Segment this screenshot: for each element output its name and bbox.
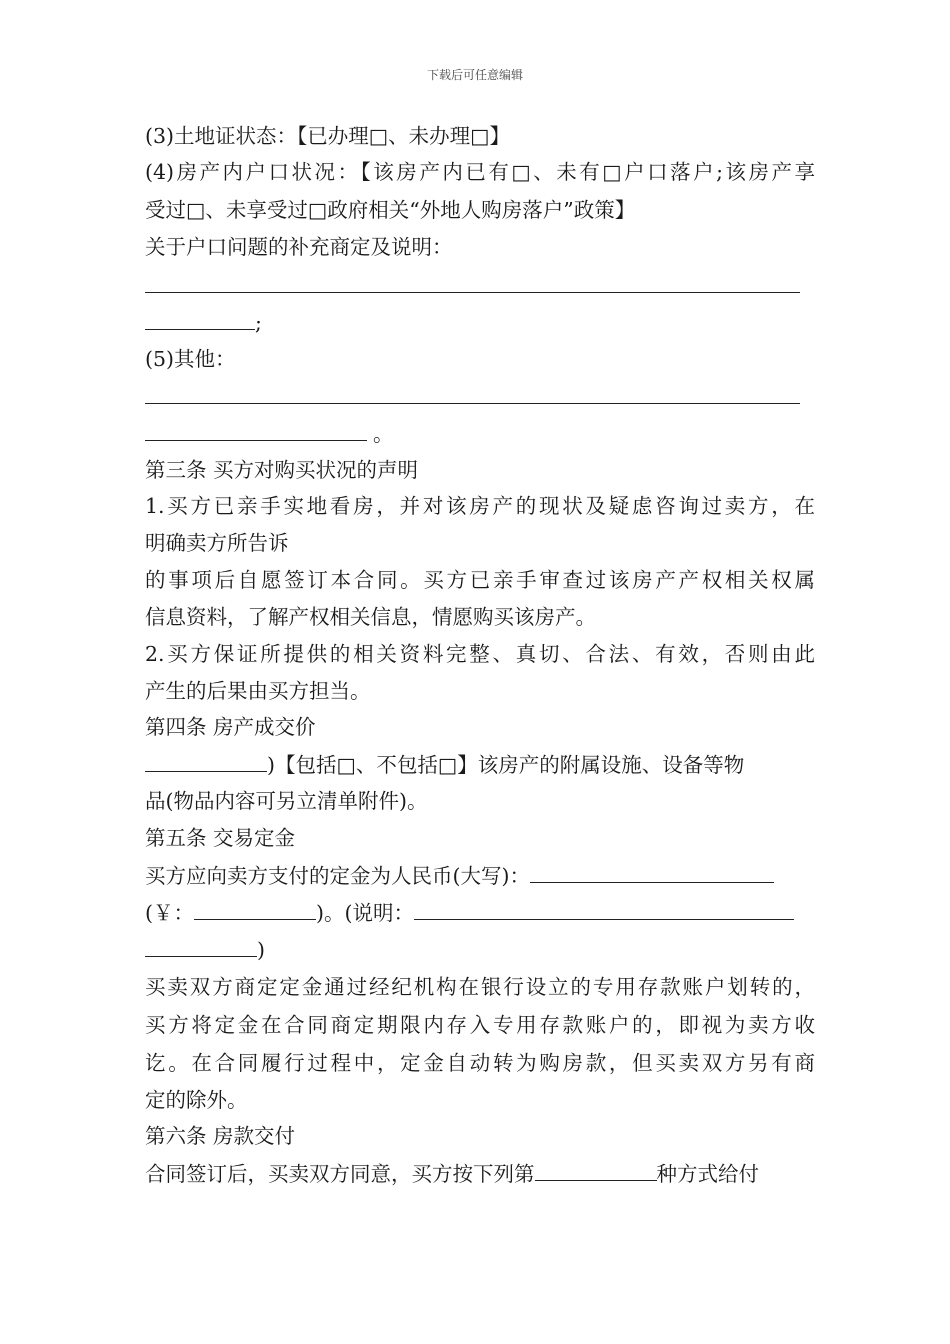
deposit-amount-line: 买方应向卖方支付的定金为人民币(大写)： [145, 860, 815, 891]
article-4-price-line2: 品(物品内容可另立清单附件)。 [145, 789, 428, 813]
article-3-item1-line2: 明确卖方所告诉 [145, 531, 289, 555]
article-3-item1-line4: 信息资料，了解产权相关信息，情愿购买该房产。 [145, 605, 596, 629]
deposit-note-end: ) [145, 934, 815, 965]
other-blank-1 [145, 381, 815, 412]
deposit-terms-line3: 讫。在合同履行过程中，定金自动转为购房款，但买卖双方另有商 [145, 1051, 815, 1075]
article-6-heading: 第六条 房款交付 [145, 1124, 296, 1148]
household-status-line1: (4)房产内户口状况：【该房产内已有□、未有□户口落户;该房产享 [145, 160, 815, 184]
deposit-terms-line2: 买方将定金在合同商定期限内存入专用存款账户的，即视为卖方收 [145, 1013, 815, 1037]
household-supplement-blank-1 [145, 270, 815, 301]
household-supplement-label: 关于户口问题的补充商定及说明： [145, 235, 453, 259]
article-3-heading: 第三条 买方对购买状况的声明 [145, 458, 419, 482]
article-4-price-line1: )【包括□、不包括□】该房产的附属设施、设备等物 [145, 749, 815, 780]
deposit-yuan-line: (￥： )。(说明： [145, 897, 815, 928]
deposit-terms-line1: 买卖双方商定定金通过经纪机构在银行设立的专用存款账户划转的， [145, 975, 815, 999]
household-status-line2: 受过□、未享受过□政府相关“外地人购房落户”政策】 [145, 198, 636, 222]
article-3-item1-line3: 的事项后自愿签订本合同。买方已亲手审查过该房产产权相关权属 [145, 568, 815, 592]
other-label: (5)其他： [145, 347, 236, 371]
deposit-terms-line4: 定的除外。 [145, 1088, 248, 1112]
article-4-heading: 第四条 房产成交价 [145, 715, 316, 739]
other-blank-2: 。 [145, 418, 815, 449]
household-supplement-blank-2: ; [145, 307, 815, 338]
payment-method-line: 合同签订后，买卖双方同意，买方按下列第 种方式给付 [145, 1158, 815, 1189]
article-3-item2-line1: 2.买方保证所提供的相关资料完整、真切、合法、有效，否则由此 [145, 642, 815, 666]
article-3-item2-line2: 产生的后果由买方担当。 [145, 679, 371, 703]
land-cert-status: (3)土地证状态：【已办理□、未办理□】 [145, 124, 511, 148]
article-5-heading: 第五条 交易定金 [145, 826, 296, 850]
page-header: 下载后可任意编辑 [426, 68, 523, 82]
article-3-item1-line1: 1.买方已亲手实地看房，并对该房产的现状及疑虑咨询过卖方，在 [145, 494, 815, 518]
